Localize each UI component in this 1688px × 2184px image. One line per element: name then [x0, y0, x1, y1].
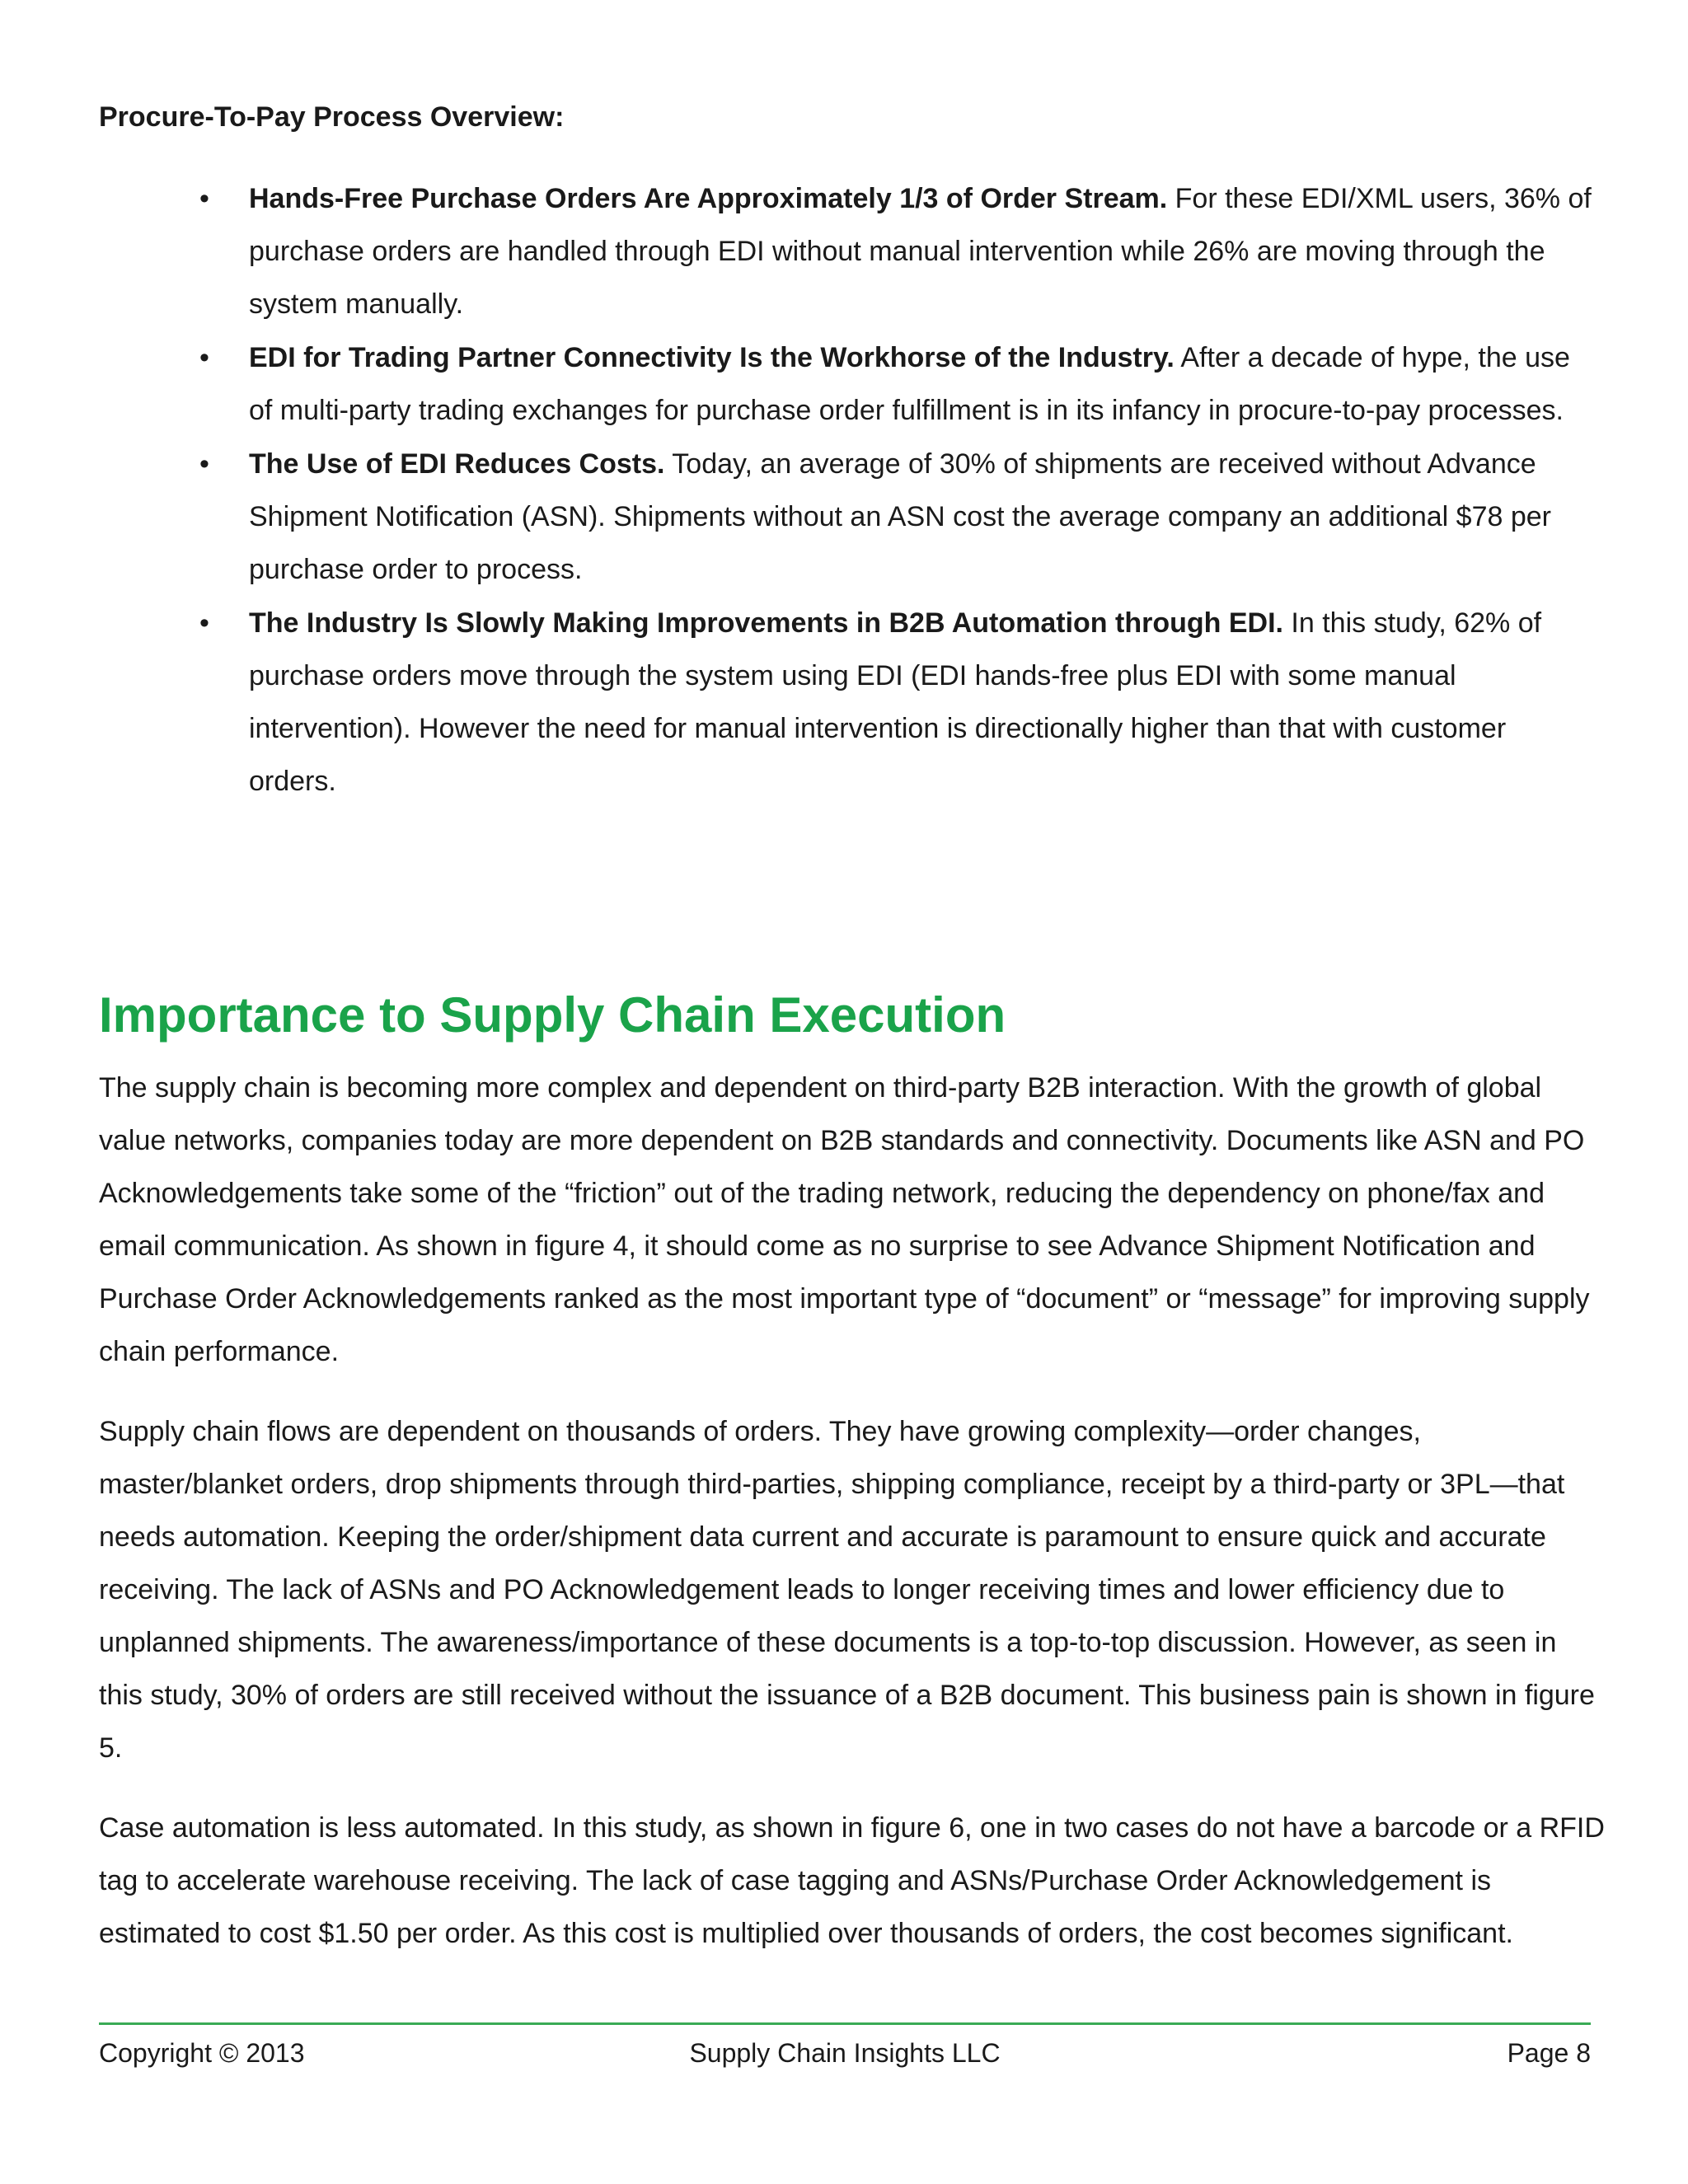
bullet-item — [199, 597, 1601, 808]
bullet-item — [199, 438, 1601, 596]
bullet-lead: EDI for Trading Partner Connectivity Is the Workhorse of the Industry. — [249, 342, 1175, 373]
section-body — [99, 1062, 1607, 1987]
bullet-text: After a decade of hype, the use of multi-party trading exchanges for purchase order fulfillment is in its infancy in procure-to-pay processes. — [249, 342, 1570, 426]
bullet-dot: • — [199, 183, 209, 214]
bullet-text: In this study, 62% of purchase orders move through the system using EDI (EDI hands-free plus EDI with some manual intervention). However the need for manual intervention is directionally higher than that with customer orders. — [249, 607, 1542, 797]
overview-bullet-list — [199, 172, 1601, 808]
footer-copyright: Copyright © 2013 — [99, 2038, 305, 2068]
bullet-text: For these EDI/XML users, 36% of purchase orders are handled through EDI without manual intervention while 26% are moving through the system manually. — [249, 183, 1592, 320]
bullet-dot: • — [199, 342, 209, 373]
bullet-item — [199, 331, 1601, 437]
footer-company: Supply Chain Insights LLC — [689, 2038, 1001, 2068]
overview-title: Procure-To-Pay Process Overview: — [99, 101, 565, 133]
body-paragraph: Supply chain flows are dependent on thousands of orders. They have growing complexity—order changes, master/blanket orders, drop shipments through third-parties, shipping compliance, receipt by a third-party or 3PL—that needs automation. Keeping the order/shipment data current and accurate is paramount to ensure quick and accurate receiving. The lack of ASNs and PO Acknowledgement leads to longer receiving times and lower efficiency due to unplanned shipments. The awareness/importance of these documents is a top-to-top discussion. However, as seen in this study, 30% of orders are still received without the issuance of a B2B document. This business pain is shown in figure 5. — [99, 1416, 1595, 1764]
body-paragraph: Case automation is less automated. In this study, as shown in figure 6, one in two cases do not have a barcode or a RFID tag to accelerate warehouse receiving. The lack of case tagging and ASNs/Purchase Order Acknowledgement is estimated to cost $1.50 per order. As this cost is multiplied over thousands of orders, the cost becomes significant. — [99, 1812, 1605, 1949]
footer-divider — [99, 2022, 1591, 2025]
bullet-lead: The Use of EDI Reduces Costs. — [249, 448, 665, 480]
page-footer — [99, 2032, 1591, 2074]
bullet-lead: Hands-Free Purchase Orders Are Approximately 1/3 of Order Stream. — [249, 183, 1168, 214]
bullet-lead: The Industry Is Slowly Making Improvements in B2B Automation through EDI. — [249, 607, 1283, 639]
body-paragraph: The supply chain is becoming more complex and dependent on third-party B2B interaction. With the growth of global value networks, companies today are more dependent on B2B standards and connectivity. Documents like ASN and PO Acknowledgements take some of the “friction” out of the trading network, reducing the dependency on phone/fax and email communication. As shown in figure 4, it should come as no surprise to see Advance Shipment Notification and Purchase Order Acknowledgements ranked as the most important type of “document” or “message” for improving supply chain performance. — [99, 1072, 1590, 1367]
bullet-text: Today, an average of 30% of shipments are received without Advance Shipment Notification (ASN). Shipments without an ASN cost the average company an additional $78 per purchase order to process. — [249, 448, 1551, 585]
bullet-dot: • — [199, 607, 209, 639]
footer-page-number: Page 8 — [1507, 2038, 1591, 2068]
section-heading: Importance to Supply Chain Execution — [99, 987, 1006, 1043]
bullet-dot: • — [199, 448, 209, 480]
bullet-item — [199, 172, 1601, 330]
